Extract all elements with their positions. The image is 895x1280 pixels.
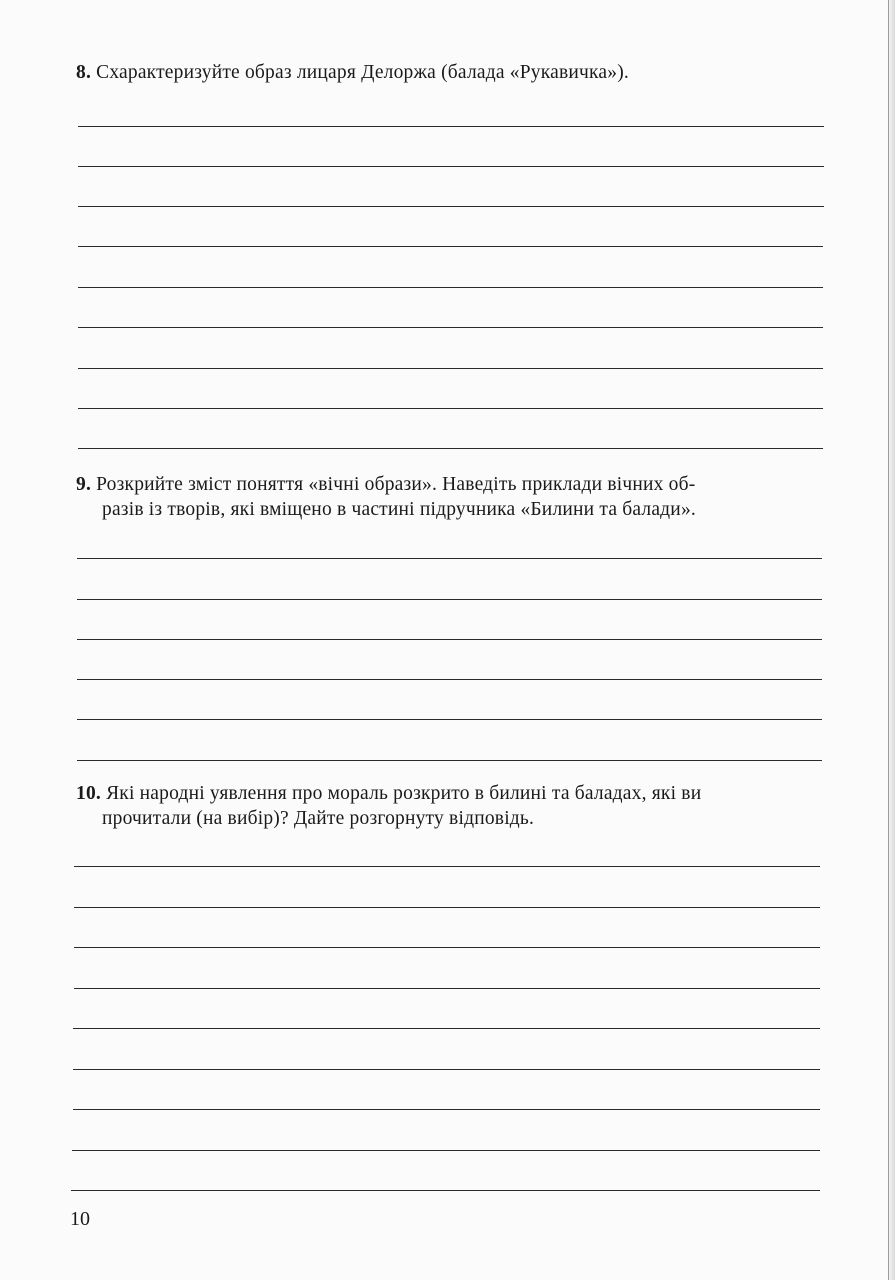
question-8-text: Схарактеризуйте образ лицаря Делоржа (балада «Рукавичка»). [96, 62, 629, 83]
answer-line[interactable] [77, 760, 822, 761]
answer-line[interactable] [77, 719, 822, 720]
answer-line[interactable] [71, 1190, 820, 1191]
answer-line[interactable] [77, 639, 822, 640]
page-edge-shadow [889, 0, 895, 1280]
answer-line[interactable] [78, 126, 824, 127]
answer-line[interactable] [74, 907, 820, 908]
answer-line[interactable] [73, 1109, 820, 1110]
question-9 [76, 472, 826, 522]
answer-line[interactable] [78, 448, 823, 449]
answer-line[interactable] [78, 246, 823, 247]
answer-line[interactable] [74, 988, 820, 989]
question-10-text-line-2: прочитали (на вибір)? Дайте розгорнуту відповідь. [102, 808, 535, 829]
page-number: 10 [70, 1208, 90, 1230]
question-8-number: 8. [76, 62, 92, 83]
page-edge-line [888, 0, 889, 1280]
answer-line[interactable] [72, 1150, 820, 1151]
question-9-number: 9. [76, 474, 92, 495]
question-9-text-line-1: Розкрийте зміст поняття «вічні образи». Наведіть приклади вічних об- [96, 474, 696, 495]
answer-line[interactable] [78, 408, 823, 409]
question-10 [76, 781, 826, 831]
answer-line[interactable] [74, 947, 820, 948]
answer-line[interactable] [78, 368, 823, 369]
answer-line[interactable] [78, 166, 824, 167]
answer-line[interactable] [77, 599, 822, 600]
answer-line[interactable] [73, 1028, 820, 1029]
answer-line[interactable] [73, 1069, 820, 1070]
question-10-number: 10. [76, 783, 101, 804]
answer-line[interactable] [74, 866, 820, 867]
answer-line[interactable] [77, 679, 822, 680]
answer-line[interactable] [78, 327, 823, 328]
question-8 [76, 60, 826, 85]
question-10-text-line-1: Які народні уявлення про мораль розкрито в билині та баладах, які ви [106, 783, 702, 804]
answer-line[interactable] [77, 558, 822, 559]
answer-line[interactable] [78, 287, 823, 288]
answer-line[interactable] [78, 206, 824, 207]
question-9-text-line-2: разів із творів, які вміщено в частині підручника «Билини та балади». [102, 499, 696, 520]
